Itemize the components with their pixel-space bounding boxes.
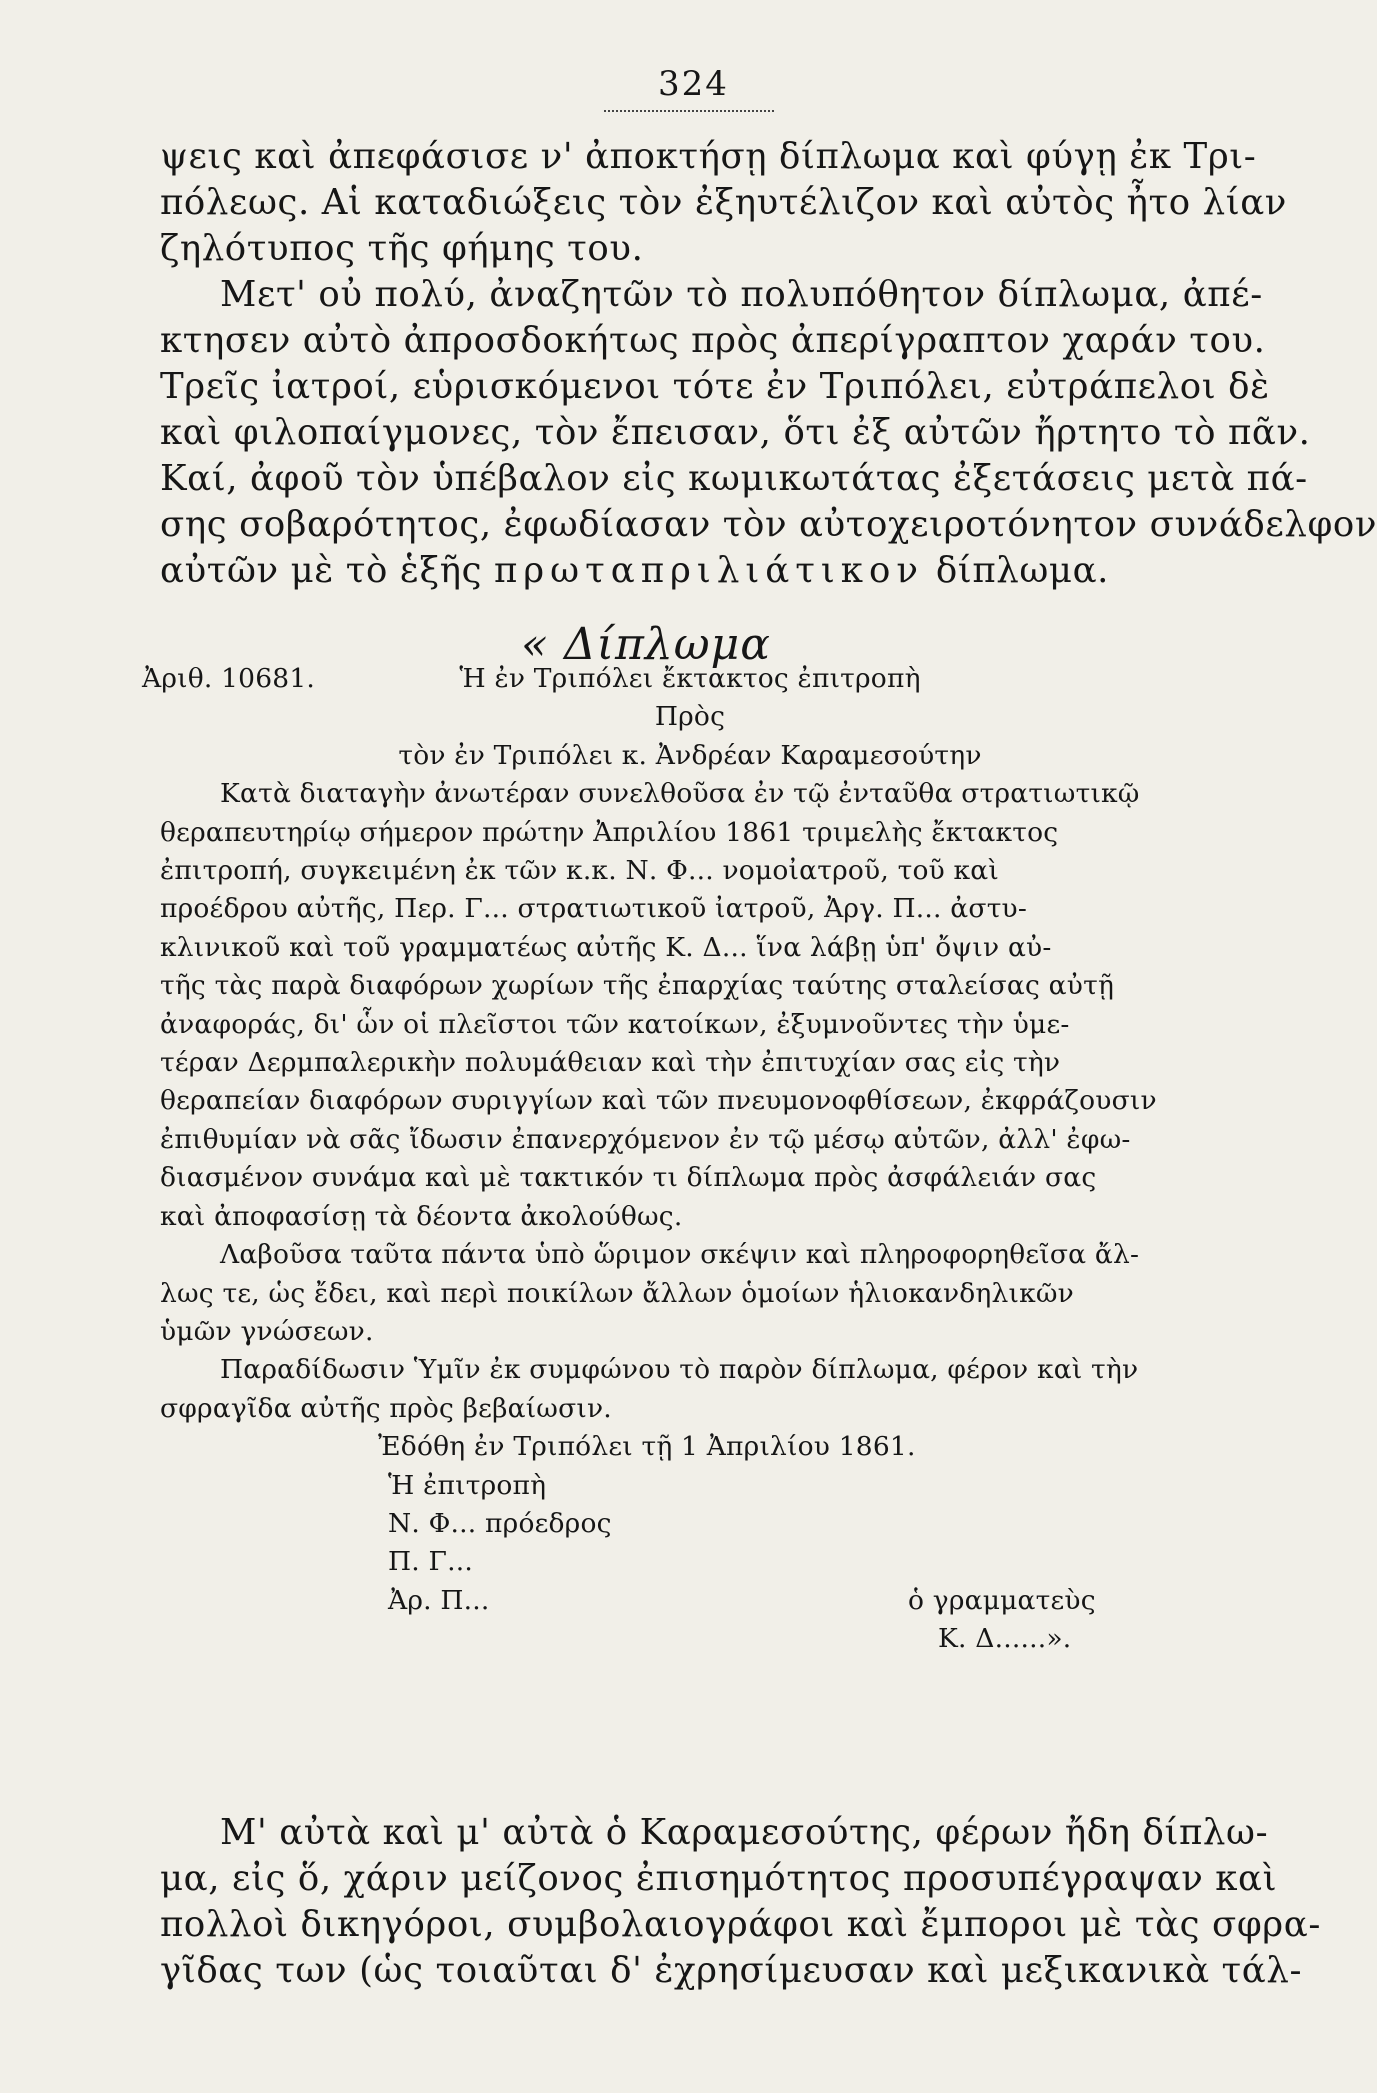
text-line: Τρεῖς ἰατροί, εὑρισκόμενοι τότε ἐν Τριπόλει, εὐτράπελοι δὲ <box>160 366 1270 407</box>
document-number: Ἀριθ. 10681. <box>142 663 316 694</box>
doc-line: Λαβοῦσα ταῦτα πάντα ὑπὸ ὥριμον σκέψιν καὶ πληροφορηθεῖσα ἄλ- <box>220 1239 1140 1271</box>
text-line: Μετ' οὐ πολύ, ἀναζητῶν τὸ πολυπόθητον δίπλωμα, ἀπέ- <box>220 274 1263 315</box>
doc-line: ἀναφοράς, δι' ὧν οἱ πλεῖστοι τῶν κατοίκων, ἐξυμνοῦντες τὴν ὑμε- <box>160 1008 1070 1040</box>
main-text-bottom <box>160 1810 1321 1994</box>
doc-line: θεραπείαν διαφόρων συριγγίων καὶ τῶν πνευμονοφθίσεων, ἐκφράζουσιν <box>160 1085 1157 1117</box>
main-text-top <box>160 134 1377 594</box>
text-fragment: δίπλωμα. <box>935 550 1110 591</box>
text-line: Καί, ἀφοῦ τὸν ὑπέβαλον εἰς κωμικωτάτας ἐξετάσεις μετὰ πά- <box>160 458 1308 499</box>
secretary-title: ὁ γραμματεὺς <box>908 1584 1096 1616</box>
spaced-word: πρωταπριλιάτικον <box>493 550 924 591</box>
committee-title: Ἡ ἐν Τριπόλει ἔκτακτος ἐπιτροπὴ <box>459 663 921 694</box>
text-line: κτησεν αὐτὸ ἀπροσδοκήτως πρὸς ἀπερίγραπτον χαράν του. <box>160 320 1266 361</box>
page-number: 324 <box>658 64 729 104</box>
signature-member: Ἀρ. Π... <box>388 1584 490 1616</box>
text-line: γῖδας των (ὡς τοιαῦται δ' ἐχρησίμευσαν καὶ μεξικανικὰ τάλ- <box>160 1950 1303 1991</box>
doc-line: λως τε, ὡς ἔδει, καὶ περὶ ποικίλων ἄλλων ὁμοίων ἡλιοκανδηλικῶν <box>160 1277 1074 1309</box>
signature-member: Π. Γ... <box>388 1546 474 1578</box>
doc-line: προέδρου αὐτῆς, Περ. Γ... στρατιωτικοῦ ἰατροῦ, Ἀργ. Π... ἀστυ- <box>160 893 1028 925</box>
diploma-document <box>142 660 1220 1659</box>
doc-line: τῆς τὰς παρὰ διαφόρων χωρίων τῆς ἐπαρχίας ταύτης σταλείσας αὐτῇ <box>160 970 1115 1002</box>
doc-line: τέραν Δερμπαλερικὴν πολυμάθειαν καὶ τὴν ἐπιτυχίαν σας εἰς τὴν <box>160 1047 1061 1079</box>
doc-line: Κατὰ διαταγὴν ἀνωτέραν συνελθοῦσα ἐν τῷ ἐνταῦθα στρατιωτικῷ <box>220 778 1140 810</box>
signature-row <box>160 1582 1220 1620</box>
doc-line: θεραπευτηρίῳ σήμερον πρώτην Ἀπριλίου 1861 τριμελὴς ἔκτακτος <box>160 816 1059 848</box>
doc-line: καὶ ἀποφασίσῃ τὰ δέοντα ἀκολούθως. <box>160 1200 683 1232</box>
text-line: καὶ φιλοπαίγμονες, τὸν ἔπεισαν, ὅτι ἐξ αὐτῶν ἤρτητο τὸ πᾶν. <box>160 412 1311 453</box>
signature-president: Ν. Φ... πρόεδρος <box>388 1507 612 1539</box>
text-line: πόλεως. Αἱ καταδιώξεις τὸν ἐξηυτέλιζον καὶ αὐτὸς ἦτο λίαν <box>160 182 1287 223</box>
text-line: μα, εἰς ὅ, χάριν μείζονος ἐπισημότητος προσυπέγραψαν καὶ <box>160 1858 1278 1899</box>
doc-line: σφραγῖδα αὐτῆς πρὸς βεβαίωσιν. <box>160 1392 612 1424</box>
text-line: Μ' αὐτὰ καὶ μ' αὐτὰ ὁ Καραμεσούτης, φέρων ἤδη δίπλω- <box>220 1812 1269 1853</box>
text-line: σης σοβαρότητος, ἐφωδίασαν τὸν αὐτοχειροτόνητον συνάδελφον <box>160 504 1377 545</box>
doc-header-line <box>142 660 1220 698</box>
doc-line: κλινικοῦ καὶ τοῦ γραμματέως αὐτῆς Κ. Δ... ἵνα λάβῃ ὑπ' ὄψιν αὐ- <box>160 931 1052 963</box>
text-fragment: αὐτῶν μὲ τὸ ἑξῆς <box>160 550 483 591</box>
doc-line: Παραδίδωσιν Ὑμῖν ἐκ συμφώνου τὸ παρὸν δίπλωμα, φέρον καὶ τὴν <box>220 1354 1139 1386</box>
signature-committee: Ἡ ἐπιτροπὴ <box>388 1469 547 1501</box>
doc-line: ὑμῶν γνώσεων. <box>160 1315 374 1347</box>
issued-line: Ἐδόθη ἐν Τριπόλει τῇ 1 Ἀπριλίου 1861. <box>378 1431 916 1463</box>
text-line: πολλοὶ δικηγόροι, συμβολαιογράφοι καὶ ἔμποροι μὲ τὰς σφρα- <box>160 1904 1321 1945</box>
secretary-name: Κ. Δ......». <box>938 1623 1072 1655</box>
doc-line: διασμένον συνάμα καὶ μὲ τακτικόν τι δίπλωμα πρὸς ἀσφάλειάν σας <box>160 1162 1097 1194</box>
doc-line: ἐπιθυμίαν νὰ σᾶς ἴδωσιν ἐπανερχόμενον ἐν τῷ μέσῳ αὐτῶν, ἀλλ' ἐφω- <box>160 1123 1131 1155</box>
diploma-heading: « Δίπλωμα <box>521 619 771 670</box>
pros-line: Πρὸς <box>654 701 726 733</box>
addressee-line: τὸν ἐν Τριπόλει κ. Ἀνδρέαν Καραμεσούτην <box>398 739 982 771</box>
text-line: ψεις καὶ ἀπεφάσισε ν' ἀποκτήσῃ δίπλωμα καὶ φύγῃ ἐκ Τρι- <box>160 136 1257 177</box>
page-number-rule <box>604 110 774 112</box>
doc-line: ἐπιτροπή, συγκειμένη ἐκ τῶν κ.κ. Ν. Φ... νομοἰατροῦ, τοῦ καὶ <box>160 855 999 887</box>
text-line: ζηλότυπος τῆς φήμης του. <box>160 228 644 269</box>
text-line <box>160 548 1220 594</box>
